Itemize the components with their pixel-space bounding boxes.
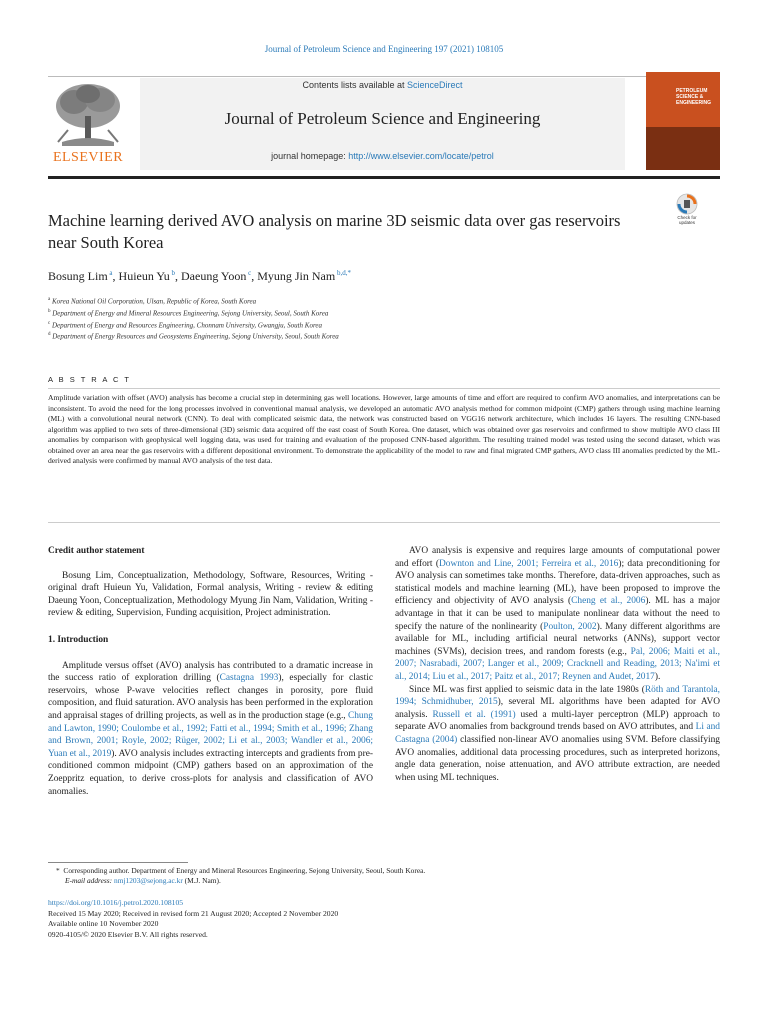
journal-homepage-line — [140, 151, 625, 161]
credit-text: Bosung Lim, Conceptualization, Methodology, Software, Resources, Writing - original draft Huieun Yu, Validation, Formal analysis, Writing - review & editing Daeung Yoon, Conceptualization, Methodology Myung Jin Nam, Validation, Writing - review & editing, Supervision, Funding acquisition, Project administration. — [48, 570, 373, 619]
header-divider — [48, 76, 720, 77]
homepage-link[interactable]: http://www.elsevier.com/locate/petrol — [348, 151, 494, 161]
homepage-prefix: journal homepage: — [271, 151, 349, 161]
citation-link[interactable]: Poulton, 2002 — [543, 621, 597, 632]
credit-heading: Credit author statement — [48, 546, 145, 556]
affiliation-item: $^a$ Korea National Oil Corporation, Ulsan, Republic of Korea, South Korea — [48, 297, 257, 306]
received-dates: Received 15 May 2020; Received in revised form 21 August 2020; Accepted 2 November 2020 — [48, 908, 339, 918]
email-link[interactable]: nmj1203@sejong.ac.kr — [114, 876, 183, 885]
badge-label: Check for updates — [677, 215, 697, 225]
masthead-rule — [48, 176, 720, 179]
citation-link[interactable]: Röth and Tarantola, 1994; Schmidhuber, 2015 — [395, 684, 720, 708]
contents-line — [140, 80, 625, 90]
journal-cover-thumbnail[interactable] — [646, 72, 720, 170]
affiliation-item: $^d$ Department of Energy Resources and Geosystems Engineering, Sejong University, Seoul, South Korea — [48, 332, 339, 341]
cover-image-band — [646, 127, 720, 170]
copyright-line: 0920-4105/© 2020 Elsevier B.V. All rights reserved. — [48, 929, 208, 939]
doi-link[interactable]: https://doi.org/10.1016/j.petrol.2020.108105 — [48, 898, 184, 907]
citation-link[interactable]: Castagna 1993 — [219, 673, 279, 684]
author-name[interactable]: Bosung Lim — [48, 269, 108, 283]
author-name[interactable]: Daeung Yoon — [181, 269, 247, 283]
affiliation-list — [48, 295, 339, 342]
paper-title: Machine learning derived AVO analysis on marine 3D seismic data over gas reservoirs near South Korea — [48, 211, 621, 252]
author-name[interactable]: Huieun Yu — [118, 269, 170, 283]
citation-link[interactable]: Downton and Line, 2001; Ferreira et al., 2016 — [439, 558, 619, 569]
author-name[interactable]: Myung Jin Nam — [257, 269, 336, 283]
corresponding-text: Corresponding author. Department of Energy and Mineral Resources Engineering, Sejong University, Seoul, South Korea. — [63, 866, 426, 875]
abstract-rule-bottom — [48, 522, 720, 523]
abstract-heading: A B S T R A C T — [48, 375, 131, 384]
citation-link[interactable]: Li and Castagna (2004) — [395, 722, 720, 745]
email-suffix: (M.J. Nam). — [184, 876, 221, 885]
available-online: Available online 10 November 2020 — [48, 919, 159, 928]
citation-link[interactable]: Cheng et al., 2006 — [571, 596, 646, 607]
intro-paragraph: Amplitude versus offset (AVO) analysis has contributed to a dramatic increase in the success ratio of exploration drilling (Castagna 1993), especially for clastic reservoirs, whose P-wave velocities reflect changes in porosity, pore fluid composition, and fluid saturation. AVO analysis has been performed in the exploration and appraisal stages of drilling projects, as well as in the production stage (e.g., Chung and Lawton, 1990; Coulombe et al., 1992; Fatti et al., 1994; Smith et al., 1996; Zhang and Brown, 2001; Royle, 2002; Rüger, 2002; Li et al., 2003; Wandler et al., 2006; Yuan et al., 2019). AVO analysis includes extracting intercepts and gradients from pre-conditioned common midpoint (CMP) gathers based on an approximation of the Zoeppritz equation, to derive cross-plots for analysis and classification of AVO anomalies. — [48, 660, 374, 797]
right-column — [395, 545, 720, 784]
citation-link[interactable]: Russell et al. (1991) — [432, 709, 516, 720]
body-paragraph: AVO analysis is expensive and requires large amounts of computational power and effort (Downton and Line, 2001; Ferreira et al., 2016); data preconditioning for AVO analysis can sometimes take months. Therefore, data-driven approaches, such as statistical models and machine learning (ML), have been proposed to improve the efficiency and objectivity of AVO analysis (Cheng et al., 2006). ML has a major advantage in that it can be used to manipulate nonlinear data without the need to specify the nature of the nonlinearity (Poulton, 2002). Many different algorithms are available for ML, including artificial neural networks (ANNs), support vector machines (SVMs), decision trees, and random forests (e.g., Pal, 2006; Maiti et al., 2007; Nasrabadi, 2007; Langer et al., 2009; Cracknell and Reading, 2013; Na'imi et al., 2014; Liu et al., 2017; Paitz et al., 2017; Reynen and Audet, 2017). — [395, 546, 721, 682]
author-affil-marker[interactable]: c — [248, 269, 252, 277]
affiliation-item: $^c$ Department of Energy and Resources Engineering, Chonnam University, Gwangju, South Korea — [48, 320, 323, 329]
body-paragraph: Since ML was first applied to seismic data in the late 1980s (Röth and Tarantola, 1994; Schmidhuber, 2015), several ML algorithms have been adapted for AVO analysis. Russell et al. (1991) used a multi-layer perceptron (MLP) approach to separate AVO anomalies from background trends based on AVO attributes, and Li and Castagna (2004) classified non-linear AVO anomalies using SVM. Before classifying AVO anomalies, additional data processing procedures, such as interpreted horizons, angle data generation, noise attenuation, and AVO attribute extraction, are needed when using ML techniques. — [395, 684, 720, 783]
abstract-rule-top — [48, 388, 720, 389]
contents-prefix: Contents lists available at — [302, 80, 408, 90]
corresponding-footnote — [56, 866, 716, 886]
cover-title: PETROLEUM SCIENCE & ENGINEERING — [676, 88, 712, 106]
email-label: E-mail address: — [65, 876, 113, 885]
publication-info — [48, 898, 338, 940]
citation-link[interactable]: Pal, 2006; Maiti et al., 2007; Nasrabadi, 2007; Langer et al., 2009; Cracknell and Reading, 2013; Na'imi et al., 2014; Liu et al., 2017; Paitz et al., 2017; Reynen and Audet, 2017 — [395, 646, 720, 682]
footnote-divider — [48, 862, 188, 863]
journal-name: Journal of Petroleum Science and Engineering — [224, 109, 541, 128]
author-affil-marker[interactable]: a — [109, 269, 113, 277]
author-affil-marker[interactable]: b,d,* — [336, 269, 351, 277]
top-citation[interactable]: Journal of Petroleum Science and Engineering 197 (2021) 108105 — [264, 44, 504, 54]
elsevier-wordmark: ELSEVIER — [52, 150, 124, 165]
left-column — [48, 545, 373, 798]
introduction-heading: 1. Introduction — [48, 634, 109, 645]
affiliation-item: $^b$ Department of Energy and Mineral Resources Engineering, Sejong University, Seoul, South Korea — [48, 308, 329, 318]
check-for-updates-badge[interactable] — [672, 193, 702, 233]
author-list: Bosung Lim $^a$, Huieun Yu $^b$, Daeung Yoon $^c$, Myung Jin Nam $^{b,d,*}$ — [48, 269, 351, 283]
citation-link[interactable]: Chung and Lawton, 1990; Coulombe et al., 1992; Fatti et al., 1994; Smith et al., 1996; Zhang and Brown, 2001; Royle, 2002; Rüger, 2002; Li et al., 2003; Wandler et al., 2006; Yuan et al., 2019 — [48, 710, 373, 759]
footnote-marker: * — [56, 866, 64, 875]
sciencedirect-link[interactable]: ScienceDirect — [407, 80, 463, 90]
check-for-updates-icon — [672, 193, 702, 215]
abstract-text: Amplitude variation with offset (AVO) analysis has become a crucial step in determining gas well locations. However, large amounts of time and effort are required to confirm AVO anomalies, and interpretations can be inconsistent. To avoid the need for the long processes involved in conventional manual analysis, we developed an automatic AVO analysis method for common midpoint (CMP) gathers through using machine learning (ML) with a convolutional neural network (CNN). To deal with complicated seismic data, the network was constructed based on VGG16 network architecture, which includes 16 layers. The resulting CNN-based algorithm was applied to two sets of three-dimensional (3D) seismic data acquired off the east coast of South Korea. One dataset, which was obtained over gas reservoirs and confirmed to show multiple AVO class III anomalies by comparison with geophysical well logging data, was used for training and evaluation of the proposed CNN-based algorithm. The resulting trained model was tested using the second dataset, which was obtained over an area near the gas reservoirs with a different depositional environment. To demonstrate the applicability of the model to raw and final migrated CMP gathers, AVO class III anomalies predicted by the ML-derived analysis were confirmed by manual AVO analysis of the test data. — [48, 393, 720, 465]
author-affil-marker[interactable]: b — [171, 269, 175, 277]
